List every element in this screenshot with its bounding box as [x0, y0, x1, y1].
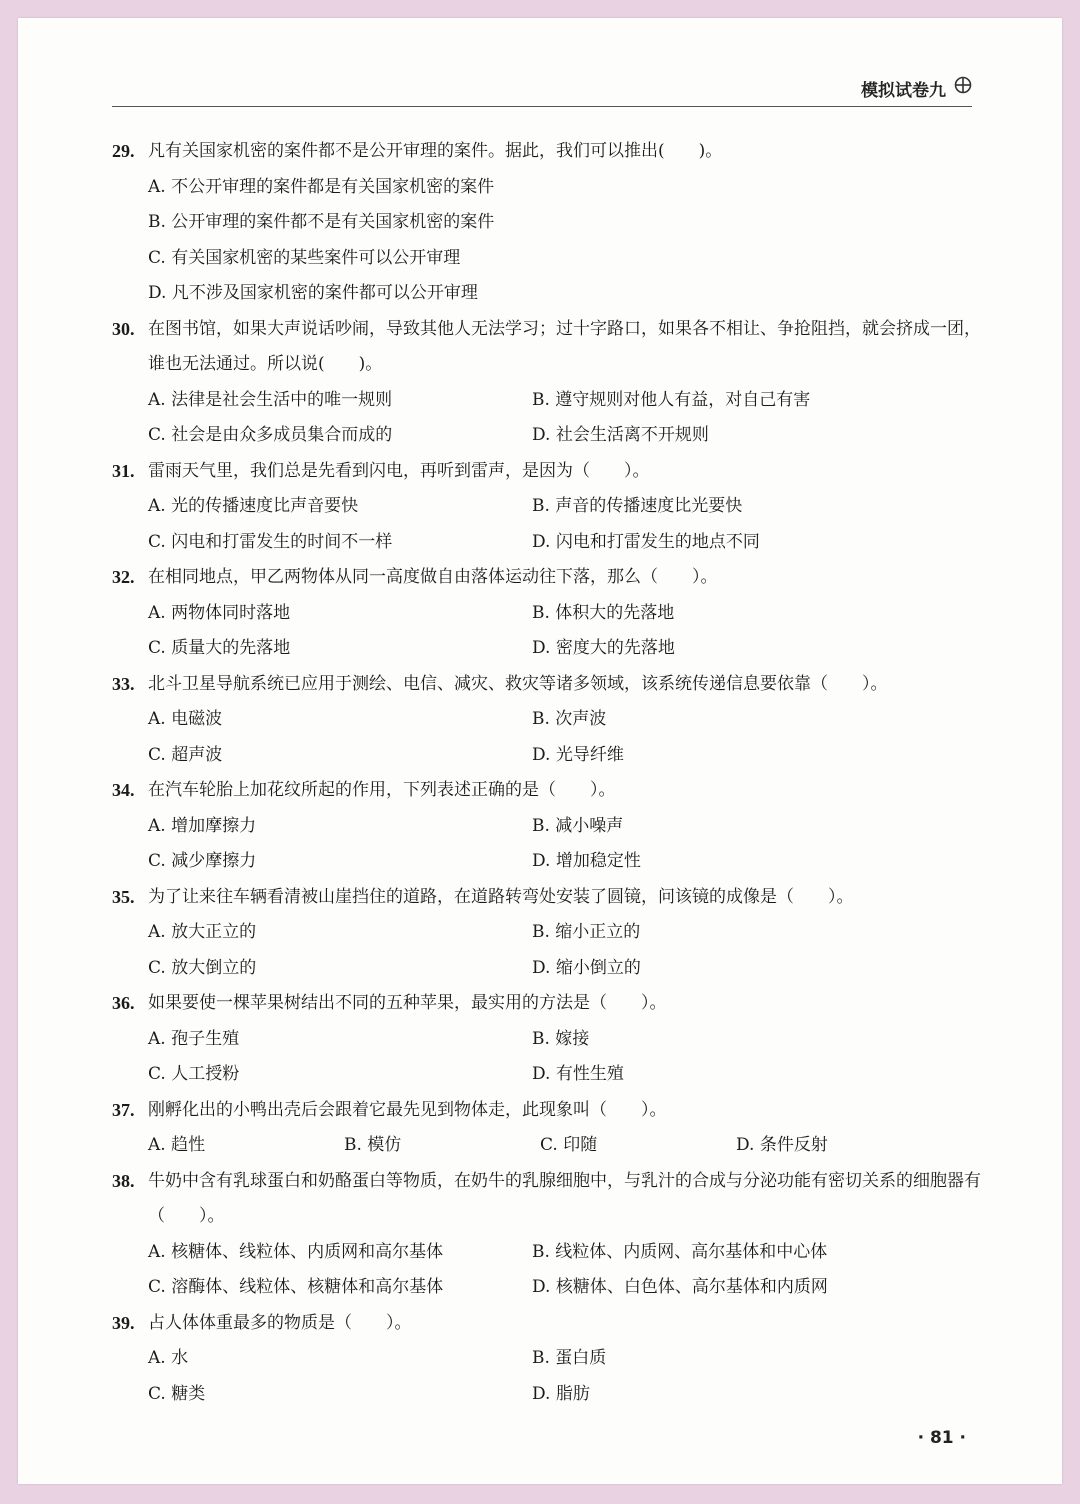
option-b: B. 次声波	[532, 709, 607, 729]
page-header	[112, 76, 972, 107]
option-c: C. 有关国家机密的某些案件可以公开审理	[148, 247, 461, 268]
question-29	[112, 134, 992, 312]
question-38	[112, 1164, 992, 1306]
question-39	[112, 1306, 992, 1413]
question-stem	[112, 560, 992, 596]
option-b: B. 蛋白质	[532, 1348, 607, 1368]
exam-page	[18, 18, 1062, 1484]
options	[112, 489, 992, 560]
question-text: 凡有关国家机密的案件都不是公开审理的案件。据此，我们可以推出( )。	[148, 141, 723, 161]
options	[112, 702, 992, 773]
option-a: A. 放大正立的	[148, 922, 257, 942]
question-number: 30.	[112, 318, 135, 339]
question-number: 37.	[112, 1099, 135, 1120]
option-a: A. 核糖体、线粒体、内质网和高尔基体	[148, 1241, 444, 1262]
clover-icon	[954, 76, 972, 94]
option-c: C. 印随	[540, 1135, 598, 1155]
option-d: D. 核糖体、白色体、高尔基体和内质网	[532, 1277, 828, 1297]
option-d: D. 有性生殖	[532, 1064, 624, 1084]
header-title: 模拟试卷九	[861, 81, 946, 101]
option-b: B. 减小噪声	[532, 815, 624, 836]
question-stem	[112, 880, 992, 916]
option-a: A. 不公开审理的案件都是有关国家机密的案件	[148, 176, 495, 197]
options	[112, 809, 992, 880]
option-c: C. 减少摩擦力	[148, 851, 257, 871]
options	[112, 915, 992, 986]
option-a: A. 电磁波	[148, 709, 223, 729]
question-text: 为了让来往车辆看清被山崖挡住的道路，在道路转弯处安装了圆镜，问该镜的成像是（ ）。	[148, 886, 854, 907]
options	[112, 1341, 992, 1412]
option-b: B. 线粒体、内质网、高尔基体和中心体	[532, 1241, 828, 1262]
option-d: D. 脂肪	[532, 1383, 590, 1404]
option-b: B. 公开审理的案件都不是有关国家机密的案件	[148, 212, 495, 232]
question-text: 雷雨天气里，我们总是先看到闪电，再听到雷声，是因为（ ）。	[148, 460, 650, 481]
option-d: D. 条件反射	[736, 1135, 828, 1155]
options	[112, 1128, 992, 1164]
options	[112, 170, 992, 312]
question-stem	[112, 312, 992, 383]
question-number: 38.	[112, 1170, 135, 1191]
question-text: 在图书馆，如果大声说话吵闹，导致其他人无法学习；过十字路口，如果各不相让、争抢阻挡，就会挤成一团，谁也无法通过。所以说( )。	[148, 318, 981, 374]
option-c: C. 社会是由众多成员集合而成的	[148, 425, 393, 445]
option-c: C. 超声波	[148, 744, 223, 765]
question-31	[112, 454, 992, 561]
option-a: A. 增加摩擦力	[148, 815, 257, 836]
question-stem	[112, 667, 992, 703]
question-stem	[112, 1093, 992, 1129]
question-text: 刚孵化出的小鸭出壳后会跟着它最先见到物体走，此现象叫（ ）。	[148, 1099, 667, 1120]
question-text: 在汽车轮胎上加花纹所起的作用，下列表述正确的是（ ）。	[148, 780, 616, 800]
option-d: D. 社会生活离不开规则	[532, 425, 709, 445]
question-stem	[112, 1164, 992, 1235]
option-a: A. 趋性	[148, 1135, 206, 1155]
option-b: B. 遵守规则对他人有益，对自己有害	[532, 389, 811, 410]
question-30	[112, 312, 992, 454]
question-text: 牛奶中含有乳球蛋白和奶酪蛋白等物质，在奶牛的乳腺细胞中，与乳汁的合成与分泌功能有密切关系的细胞器有（ ）。	[148, 1170, 981, 1226]
question-stem	[112, 134, 992, 170]
question-list	[112, 134, 992, 1412]
options	[112, 1235, 992, 1306]
option-a: A. 两物体同时落地	[148, 602, 291, 623]
option-c: C. 闪电和打雷发生的时间不一样	[148, 531, 393, 552]
question-37	[112, 1093, 992, 1164]
question-number: 35.	[112, 886, 135, 907]
question-stem	[112, 773, 992, 809]
question-text: 如果要使一棵苹果树结出不同的五种苹果，最实用的方法是（ ）。	[148, 993, 667, 1013]
option-b: B. 体积大的先落地	[532, 602, 675, 623]
option-d: D. 凡不涉及国家机密的案件都可以公开审理	[148, 283, 478, 303]
options	[112, 1022, 992, 1093]
options	[112, 596, 992, 667]
question-33	[112, 667, 992, 774]
question-stem	[112, 1306, 992, 1342]
option-b: B. 模仿	[344, 1135, 402, 1155]
option-d: D. 闪电和打雷发生的地点不同	[532, 531, 760, 552]
question-number: 31.	[112, 460, 135, 481]
option-c: C. 糖类	[148, 1383, 206, 1404]
question-number: 34.	[112, 780, 135, 800]
option-d: D. 光导纤维	[532, 744, 624, 765]
question-35	[112, 880, 992, 987]
options	[112, 383, 992, 454]
question-text: 占人体体重最多的物质是（ ）。	[148, 1312, 412, 1333]
option-b: B. 声音的传播速度比光要快	[532, 496, 743, 516]
page-number: · 81 ·	[917, 1428, 966, 1448]
question-number: 32.	[112, 567, 135, 587]
option-a: A. 孢子生殖	[148, 1028, 240, 1049]
option-a: A. 光的传播速度比声音要快	[148, 496, 359, 516]
option-b: B. 缩小正立的	[532, 922, 641, 942]
question-number: 39.	[112, 1312, 135, 1333]
question-number: 36.	[112, 993, 135, 1013]
option-d: D. 缩小倒立的	[532, 957, 641, 978]
option-c: C. 质量大的先落地	[148, 638, 291, 658]
question-text: 北斗卫星导航系统已应用于测绘、电信、减灾、救灾等诸多领域，该系统传递信息要依靠（ ）。	[148, 673, 888, 694]
option-b: B. 嫁接	[532, 1028, 590, 1049]
question-text: 在相同地点，甲乙两物体从同一高度做自由落体运动往下落，那么（ ）。	[148, 567, 718, 587]
option-c: C. 人工授粉	[148, 1064, 240, 1084]
option-a: A. 水	[148, 1348, 189, 1368]
option-d: D. 密度大的先落地	[532, 638, 675, 658]
question-number: 29.	[112, 141, 135, 161]
option-a: A. 法律是社会生活中的唯一规则	[148, 389, 393, 410]
option-d: D. 增加稳定性	[532, 851, 641, 871]
option-c: C. 放大倒立的	[148, 957, 257, 978]
option-c: C. 溶酶体、线粒体、核糖体和高尔基体	[148, 1277, 444, 1297]
question-32	[112, 560, 992, 667]
question-34	[112, 773, 992, 880]
question-number: 33.	[112, 673, 135, 694]
question-stem	[112, 986, 992, 1022]
question-36	[112, 986, 992, 1093]
question-stem	[112, 454, 992, 490]
